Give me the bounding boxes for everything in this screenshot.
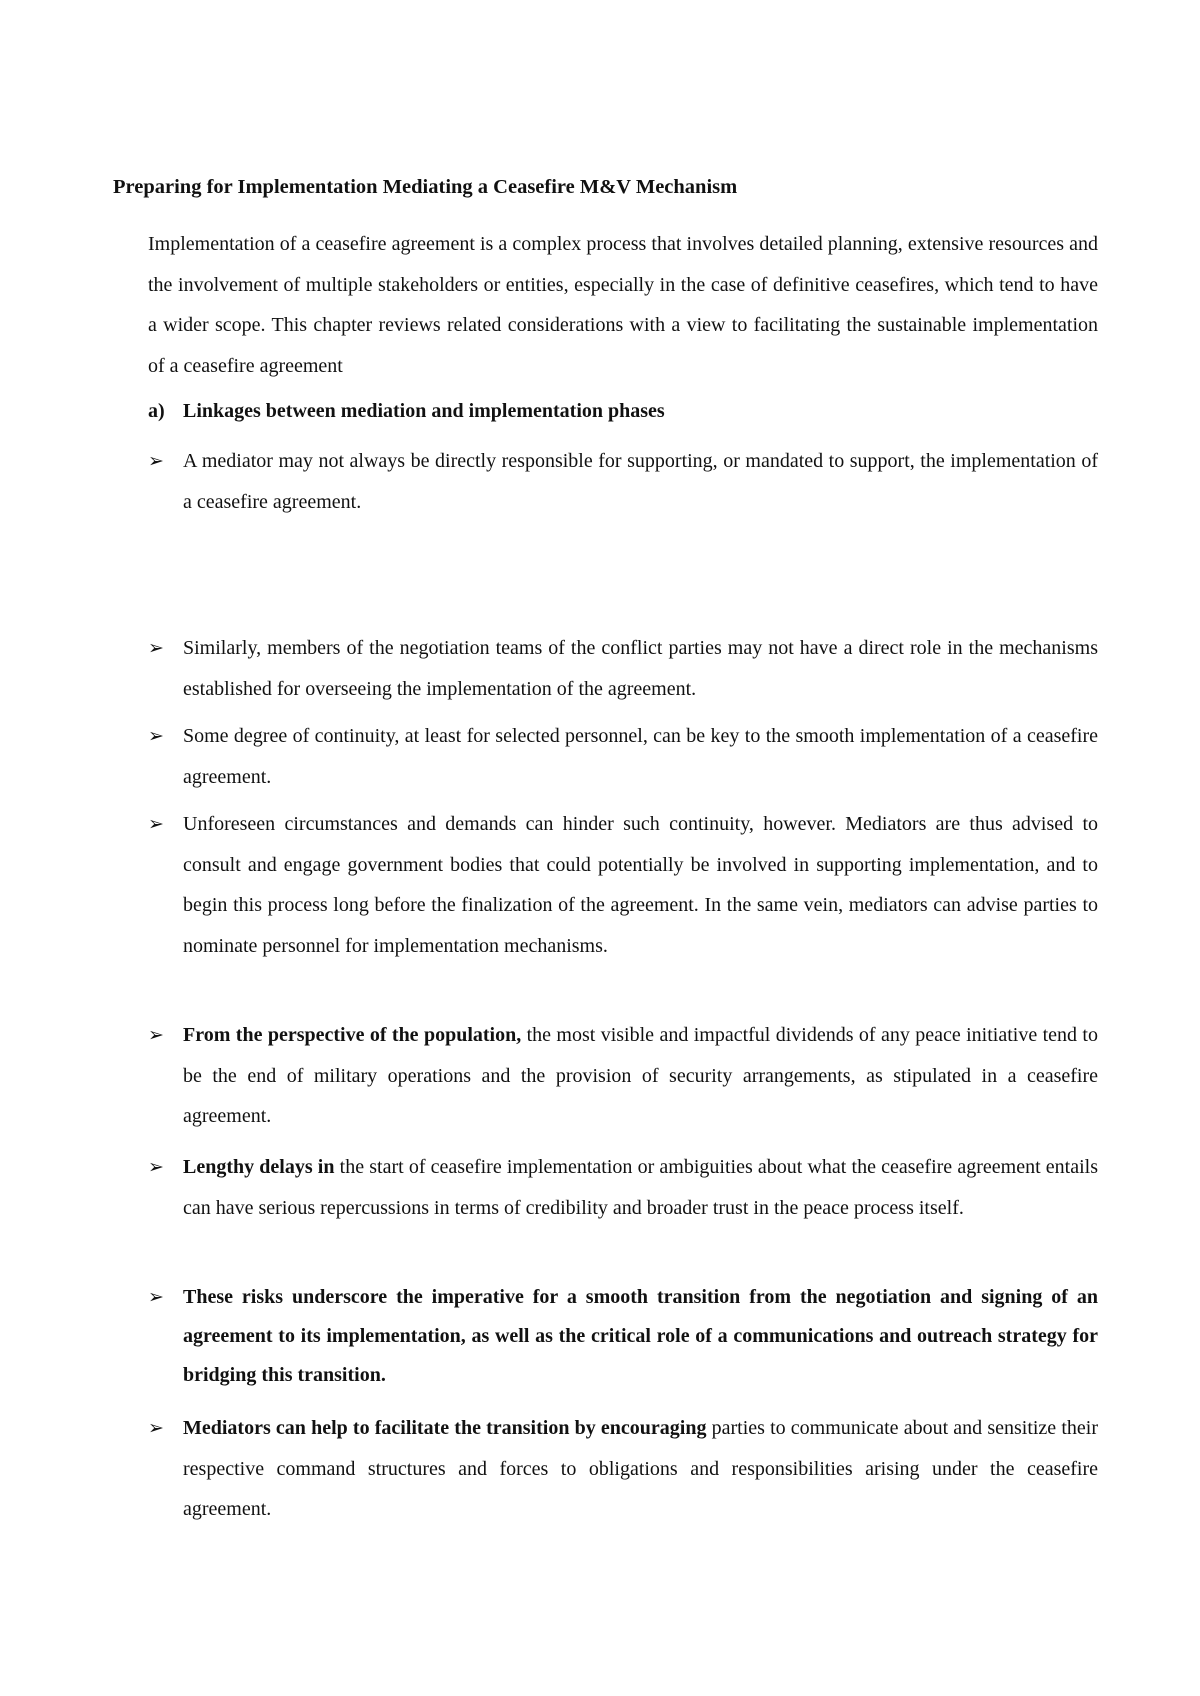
section-marker: a) (148, 400, 165, 422)
section-heading-text: Linkages between mediation and implementation phases (183, 400, 665, 422)
list-item-body-text: A mediator may not always be directly responsible for supporting, or mandated to support, the implementation of a ceasefire agreement. (183, 450, 1098, 513)
list-item-bold-text: Lengthy delays in (183, 1156, 335, 1178)
intro-paragraph: Implementation of a ceasefire agreement is a complex process that involves detailed planning, extensive resources and the involvement of multiple stakeholders or entities, especially in the case of definitive ceasefires, which tend to have a wider scope. This chapter reviews related considerations with a view to facilitating the sustainable implementation of a ceasefire agreement (148, 233, 1098, 377)
list-item-text (183, 1278, 1098, 1395)
arrow-bullet-icon: ➢ (148, 813, 164, 835)
arrow-bullet-icon: ➢ (148, 1286, 164, 1308)
list-item-body-text: the start of ceasefire implementation or ambiguities about what the ceasefire agreement entails can have serious repercussions in terms of credibility and broader trust in the peace process itself. (183, 1156, 1098, 1219)
list-item-bold-text: From the perspective of the population, (183, 1024, 522, 1046)
list-item (148, 716, 1098, 797)
page-title: Preparing for Implementation Mediating a Ceasefire M&V Mechanism (113, 176, 738, 198)
list-item-text (183, 628, 1098, 709)
list-item (148, 441, 1098, 522)
list-item (148, 1015, 1098, 1137)
list-item-text (183, 1147, 1098, 1228)
list-item-text (183, 1015, 1098, 1137)
list-item (148, 628, 1098, 709)
list-item (148, 1408, 1098, 1530)
list-item (148, 1278, 1098, 1395)
list-item-bold-text: Mediators can help to facilitate the transition by encouraging (183, 1417, 707, 1439)
list-item-text (183, 716, 1098, 797)
arrow-bullet-icon: ➢ (148, 1417, 164, 1439)
arrow-bullet-icon: ➢ (148, 1024, 164, 1046)
arrow-bullet-icon: ➢ (148, 725, 164, 747)
list-item-bold-text: These risks underscore the imperative for a smooth transition from the negotiation and signing of an agreement to its implementation, as well as the critical role of a communications and outreach strategy for bridging this transition. (183, 1286, 1098, 1386)
list-item-body-text: Unforeseen circumstances and demands can hinder such continuity, however. Mediators are thus advised to consult and engage government bodies that could potentially be involved in supporting implementation, and to begin this process long before the finalization of the agreement. In the same vein, mediators can advise parties to nominate personnel for implementation mechanisms. (183, 813, 1098, 957)
list-item-body-text: Similarly, members of the negotiation teams of the conflict parties may not have a direct role in the mechanisms established for overseeing the implementation of the agreement. (183, 637, 1098, 700)
list-item (148, 804, 1098, 966)
arrow-bullet-icon: ➢ (148, 637, 164, 659)
list-item-body-text: Some degree of continuity, at least for selected personnel, can be key to the smooth implementation of a ceasefire agreement. (183, 725, 1098, 788)
arrow-bullet-icon: ➢ (148, 1156, 164, 1178)
list-item-body-text: the most visible and impactful dividends of any peace initiative tend to be the end of military operations and the provision of security arrangements, as stipulated in a ceasefire agreement. (183, 1024, 1098, 1127)
list-item (148, 1147, 1098, 1228)
list-item-body-text: parties to communicate about and sensitize their respective command structures and forces to obligations and responsibilities arising under the ceasefire agreement. (183, 1417, 1098, 1520)
section-heading (148, 396, 1048, 426)
list-item-text (183, 441, 1098, 522)
list-item-text (183, 804, 1098, 966)
list-item-text (183, 1408, 1098, 1530)
arrow-bullet-icon: ➢ (148, 450, 164, 472)
